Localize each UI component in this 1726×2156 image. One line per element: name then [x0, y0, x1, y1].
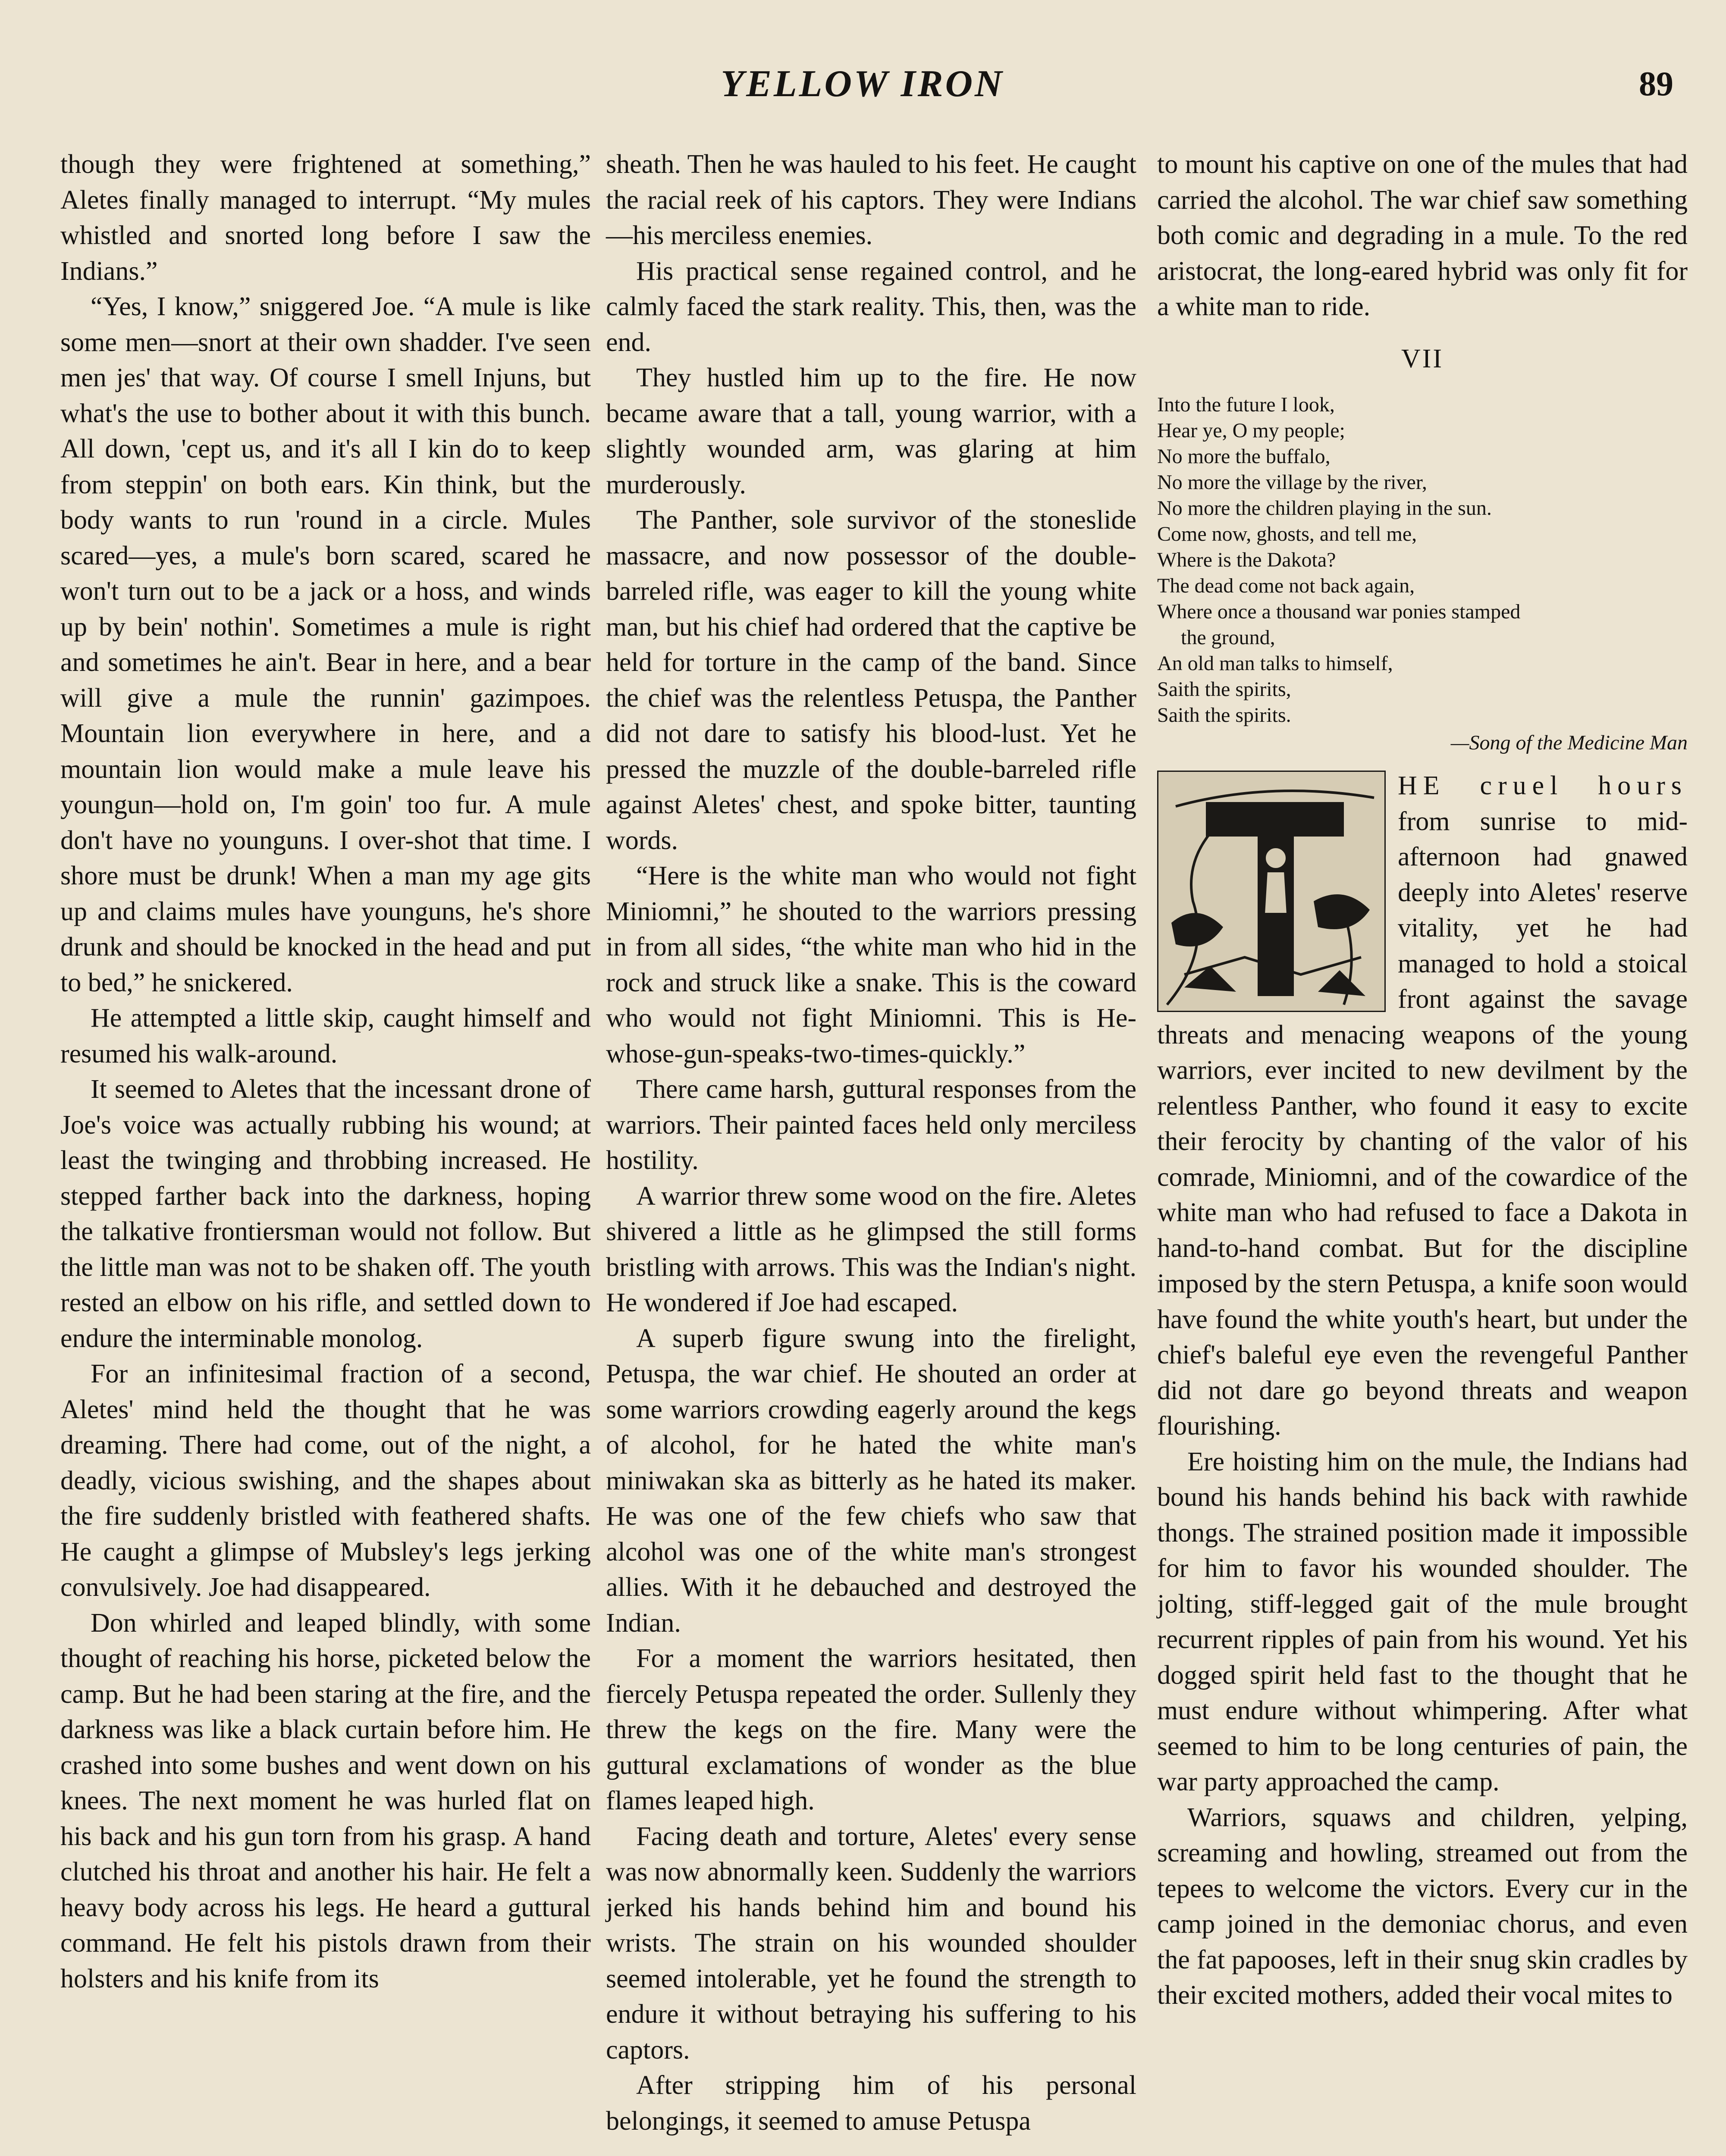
- poem-line: Into the future I look,: [1157, 393, 1335, 416]
- poem-line: Saith the spirits.: [1157, 704, 1291, 727]
- epigraph-poem: [1157, 392, 1688, 756]
- text-column-2: [606, 147, 1136, 2139]
- paragraph: Don whirled and leaped blindly, with some thought of reaching his horse, picketed below the camp. But he had been staring at the fire, and the darkness was like a black curtain before him. He crashed into some bushes and went down on his knees. The next moment he was hurled flat on his back and his gun torn from his grasp. A hand clutched his throat and another his hair. He felt a heavy body across his legs. He heard a guttural command. He felt his pistols drawn from their holsters and his knife from its: [60, 1608, 591, 1993]
- paragraph: Facing death and torture, Aletes' every sense was now abnormally keen. Suddenly the warriors jerked his hands behind him and bound his wrists. The strain on his wounded shoulder seemed intolerable, yet he found the strength to endure it without betraying his suffering to his captors.: [606, 1821, 1136, 2065]
- paragraph: sheath. Then he was hauled to his feet. He caught the racial reek of his captors. They were Indians—his merciless enemies.: [606, 150, 1136, 250]
- section-number: VII: [1401, 344, 1444, 373]
- paragraph: The Panther, sole survivor of the stoneslide massacre, and now possessor of the double-barreled rifle, was eager to kill the young white man, but his chief had ordered that the captive be held for torture in the camp of the band. Since the chief was the relentless Petuspa, the Panther did not dare to satisfy his blood-lust. Yet he pressed the muzzle of the double-barreled rifle against Aletes' chest, and spoke bitter, taunting words.: [606, 505, 1136, 855]
- paragraph: His practical sense regained control, and he calmly faced the stark reality. This, then, was the end.: [606, 256, 1136, 357]
- poem-line: Where once a thousand war ponies stamped: [1157, 600, 1521, 623]
- text-column-3: [1157, 147, 1688, 2013]
- paragraph: For an infinitesimal fraction of a second, Aletes' mind held the thought that he was dreaming. There had come, out of the night, a deadly, vicious swishing, and the shapes about the fire suddenly bristled with feathered shafts. He caught a glimpse of Mubsley's legs jerking convulsively. Joe had disappeared.: [60, 1359, 591, 1602]
- paragraph: “Here is the white man who would not fight Miniomni,” he shouted to the warriors pressing in from all sides, “the white man who hid in the rock and struck like a snake. This is the coward who would not fight Miniomni. This is He-whose-gun-speaks-two-times-quickly.”: [606, 861, 1136, 1069]
- poem-line: No more the buffalo,: [1157, 445, 1331, 468]
- opening-words: HE cruel hours: [1398, 771, 1688, 800]
- paragraph: After stripping him of his personal belongings, it seemed to amuse Petuspa: [606, 2071, 1136, 2136]
- page-header: [0, 56, 1726, 112]
- poem-line: The dead come not back again,: [1157, 574, 1415, 597]
- paragraph: Ere hoisting him on the mule, the Indians had bound his hands behind his back with rawhide thongs. The strained position made it impossible for him to favor his wounded shoulder. The jolting, stiff-legged gait of the mule brought recurrent ripples of pain from his wound. Yet his dogged spirit held fast to the thought that he must endure without whimpering. After what seemed to him to be long centuries of pain, the war party approached the camp.: [1157, 1447, 1688, 1796]
- paragraph: They hustled him up to the fire. He now became aware that a tall, young warrior, with a slightly wounded arm, was glaring at him murderously.: [606, 363, 1136, 499]
- paragraph: though they were frightened at something,” Aletes finally managed to interrupt. “My mules whistled and snorted long before I saw the Indians.”: [60, 150, 591, 286]
- poem-line: Come now, ghosts, and tell me,: [1157, 523, 1417, 545]
- poem-line: Hear ye, O my people;: [1157, 419, 1345, 442]
- paragraph: For a moment the warriors hesitated, then fiercely Petuspa repeated the order. Sullenly they threw the kegs on the fire. Many were the guttural exclamations of wonder as the blue flames leaped high.: [606, 1644, 1136, 1815]
- text-column-1: [60, 147, 591, 1996]
- paragraph: Warriors, squaws and children, yelping, screaming and howling, streamed out from the tepees to welcome the victors. Every cur in the camp joined in the demoniac chorus, and even the fat papooses, left in their snug skin cradles by their excited mothers, added their vocal mites to: [1157, 1802, 1688, 2010]
- running-title: YELLOW IRON: [721, 63, 1004, 105]
- paragraph: It seemed to Aletes that the incessant drone of Joe's voice was actually rubbing his wound; at least the twinging and throbbing increased. He stepped farther back into the darkness, hoping the talkative frontiersman would not follow. But the little man was not to be shaken off. The youth rested an elbow on his rifle, and settled down to endure the interminable monolog.: [60, 1075, 591, 1353]
- poem-line: the ground,: [1181, 626, 1275, 649]
- poem-line: Where is the Dakota?: [1157, 548, 1336, 571]
- poem-line: No more the children playing in the sun.: [1157, 497, 1492, 520]
- poem-line: Saith the spirits,: [1157, 678, 1291, 701]
- paragraph: He attempted a little skip, caught himself and resumed his walk-around.: [60, 1003, 591, 1069]
- illustrated-letter-t-icon: [1157, 771, 1386, 1012]
- dropcap-illustration: [1158, 772, 1384, 1011]
- paragraph: A warrior threw some wood on the fire. Aletes shivered a little as he glimpsed the still forms bristling with arrows. This was the Indian's night. He wondered if Joe had escaped.: [606, 1181, 1136, 1317]
- paragraph: A superb figure swung into the firelight, Petuspa, the war chief. He shouted an order at some warriors crowding eagerly around the kegs of alcohol, for he hated the white man's miniwakan ska as bitterly as he hated its maker. He was one of the few chiefs who saw that alcohol was one of the white man's strongest allies. With it he debauched and destroyed the Indian.: [606, 1323, 1136, 1638]
- poem-line: No more the village by the river,: [1157, 471, 1427, 494]
- opening-text: from sunrise to mid-afternoon had gnawed deeply into Aletes' reserve vitality, yet he had managed to hold a stoical front against the savage threats and menacing weapons of the young warriors, ever incited to new devilment by the relentless Panther, who found it easy to excite their ferocity by chanting of the valor of his comrade, Miniomni, and of the cowardice of the white man who had refused to face a Dakota in hand-to-hand combat. But for the discipline imposed by the stern Petuspa, a knife soon would have found the white youth's heart, but under the chief's baleful eye even the revengeful Panther did not dare go beyond threats and weapon flourishing.: [1157, 806, 1688, 1441]
- paragraph: There came harsh, guttural responses from the warriors. Their painted faces held only merciless hostility.: [606, 1075, 1136, 1175]
- paragraph: “Yes, I know,” sniggered Joe. “A mule is like some men—snort at their own shadder. I've seen men jes' that way. Of course I smell Injuns, but what's the use to bother about it with this bunch. All down, 'cept us, and it's all I kin do to keep from steppin' on both ears. Kin think, but the body wants to run 'round in a circle. Mules scared—yes, a mule's born scared, scared he won't turn out to be a jack or a hoss, and winds up by bein' nothin'. Sometimes a mule is right and sometimes he ain't. Bear in here, and a bear will give a mule the runnin' gazimpoes. Mountain lion everywhere in here, and a mountain lion would make a mule leave his youngun—hold on, I'm goin' too fur. A mule don't have no younguns. I over-shot that time. I shore must be drunk! When a man my age gits up and claims mules have younguns, he's shore drunk and should be knocked in the head and put to bed,” he snickered.: [60, 292, 591, 997]
- poem-line: An old man talks to himself,: [1157, 652, 1393, 675]
- poem-attribution: —Song of the Medicine Man: [1450, 731, 1688, 754]
- page-number: 89: [1639, 65, 1673, 103]
- paragraph: to mount his captive on one of the mules that had carried the alcohol. The war chief saw something both comic and degrading in a mule. To the red aristocrat, the long-eared hybrid was only fit for a white man to ride.: [1157, 150, 1688, 321]
